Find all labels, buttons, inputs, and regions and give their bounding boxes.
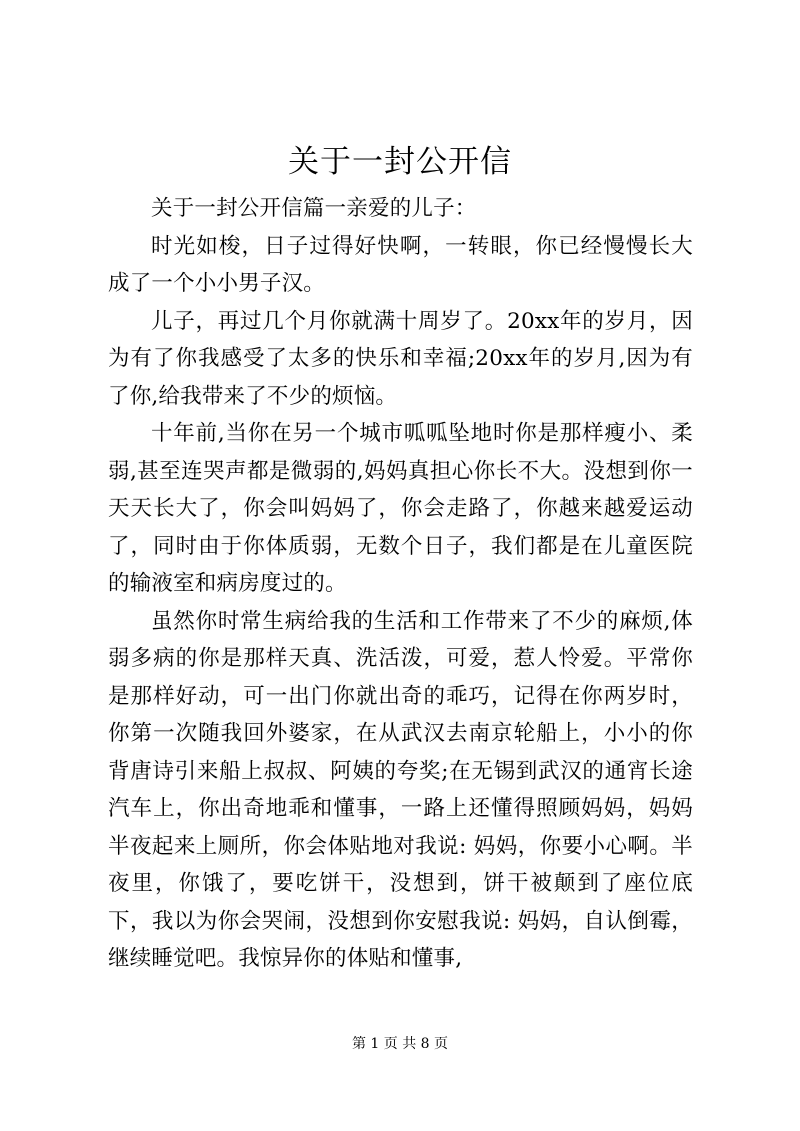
paragraph: 儿子，再过几个月你就满十周岁了。20xx年的岁月，因为有了你我感受了太多的快乐和幸福;20xx年的岁月,因为有了你,给我带来了不少的烦恼。 [108, 308, 693, 409]
document-title: 关于一封公开信 [288, 144, 512, 180]
paragraph: 关于一封公开信篇一亲爱的儿子： [151, 196, 477, 221]
page-footer: 第 1 页 共 8 页 [351, 1036, 449, 1052]
paragraph: 十年前,当你在另一个城市呱呱坠地时你是那样瘦小、柔弱,甚至连哭声都是微弱的,妈妈真担心你长不大。没想到你一天天长大了，你会叫妈妈了，你会走路了，你越来越爱运动了，同时由于你体质弱，无数个日子，我们都是在儿童医院的输液室和病房度过的。 [108, 421, 693, 596]
paragraph: 时光如梭，日子过得好快啊，一转眼，你已经慢慢长大成了一个小小男子汉。 [108, 233, 693, 296]
paragraph: 虽然你时常生病给我的生活和工作带来了不少的麻烦,体弱多病的你是那样天真、洗活泼，可爱，惹人怜爱。平常你是那样好动，可一出门你就出奇的乖巧，记得在你两岁时，你第一次随我回外婆家，在从武汉去南京轮船上，小小的你背唐诗引来船上叔叔、阿姨的夸奖;在无锡到武汉的通宵长途汽车上，你出奇地乖和懂事，一路上还懂得照顾妈妈，妈妈半夜起来上厕所，你会体贴地对我说: 妈妈，你要小心啊。半夜里，你饿了，要吃饼干，没想到，饼干被颠到了座位底下，我以为你会哭闹，没想到你安慰我说: 妈妈，自认倒霉，继续睡觉吧。我惊异你的体贴和懂事, [108, 608, 693, 971]
document-body [108, 190, 693, 978]
